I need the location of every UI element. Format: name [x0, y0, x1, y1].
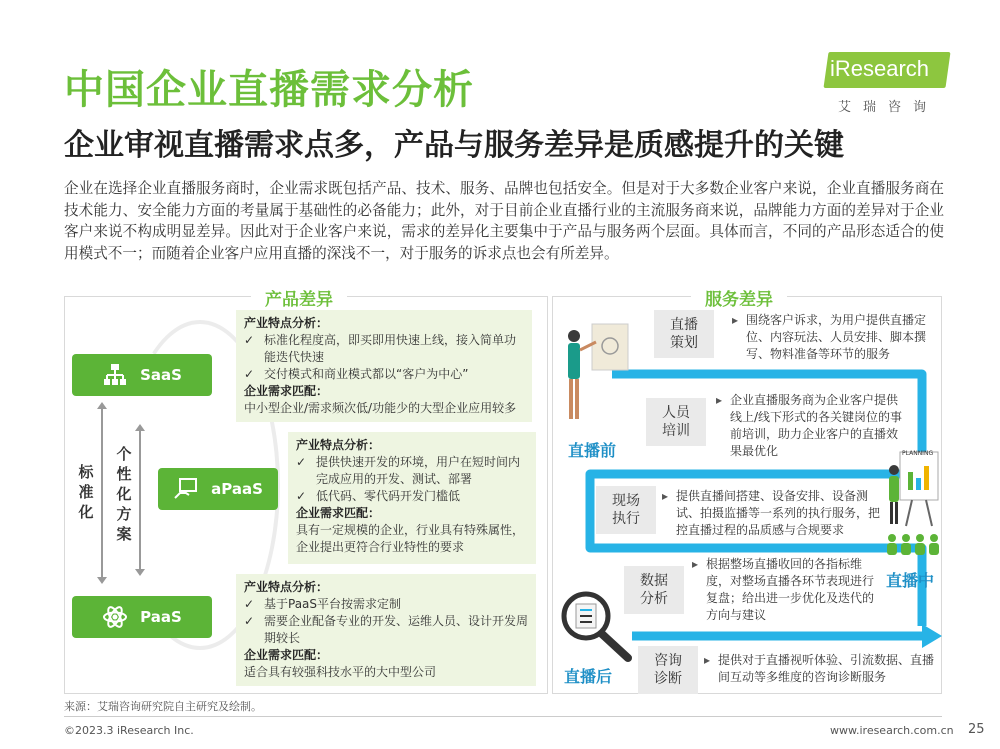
- iresearch-logo: [826, 52, 951, 114]
- stage-during: 直播中: [886, 571, 935, 590]
- paas-demand: 适合具有较强科技水平的大中型公司: [244, 665, 437, 679]
- service-box-execution: 现场 执行: [596, 486, 656, 534]
- logo-sub: 艾瑞咨询: [838, 100, 939, 115]
- saas-demand-title: 企业需求匹配：: [244, 384, 329, 398]
- planning-board-label: PLANNING: [902, 450, 934, 457]
- service-desc-consulting: ▸ 提供对于直播视听体验、引流数据、直播间互动等多维度的咨询诊断服务: [704, 653, 935, 684]
- paas-card: [236, 574, 536, 686]
- axis-label-standard: 标 准 化: [78, 463, 94, 521]
- double-arrow-right: [139, 430, 141, 570]
- service-box-consulting: 咨询 诊断: [638, 646, 698, 694]
- stage-before: 直播前: [568, 441, 617, 460]
- apaas-demand: 具有一定规模的企业，行业具有特殊属性，企业提出更符合行业特性的要求: [296, 523, 525, 554]
- page-title: 中国企业直播需求分析: [64, 67, 474, 113]
- saas-feature-2: ✓ 交付模式和商业模式都以“客户为中心”: [244, 367, 469, 381]
- atom-icon: [102, 604, 128, 630]
- apaas-card: [288, 432, 536, 564]
- page-number: 25: [968, 722, 985, 737]
- saas-card: [236, 310, 532, 422]
- hand-screen-icon: [173, 476, 199, 502]
- network-icon: [102, 362, 128, 388]
- service-box-planning: 直播 策划: [654, 310, 714, 358]
- paas-feature-title: 产业特点分析：: [244, 580, 329, 594]
- apaas-pill: [158, 468, 278, 510]
- stage-after: 直播后: [564, 667, 613, 686]
- paas-pill: [72, 596, 212, 638]
- service-box-analysis: 数据 分析: [624, 566, 684, 614]
- source-note: 来源：艾瑞咨询研究院自主研究及绘制。: [64, 700, 262, 713]
- service-heading: 服务差异: [691, 285, 787, 310]
- apaas-feature-title: 产业特点分析：: [296, 438, 381, 452]
- double-arrow-left: [101, 408, 103, 578]
- service-box-training: 人员 培训: [646, 398, 706, 446]
- apaas-feature-2: ✓ 低代码、零代码开发门槛低: [296, 489, 461, 503]
- paas-demand-title: 企业需求匹配：: [244, 648, 329, 662]
- logo-brand: iResearch: [830, 56, 930, 81]
- service-desc-execution: ▸ 提供直播间搭建、设备安排、设备测试、拍摄监播等一系列的执行服务，把控直播过程的品质感与合规要求: [662, 489, 881, 537]
- apaas-label: aPaaS: [211, 480, 263, 498]
- service-desc-analysis: ▸ 根据整场直播收回的各指标维度，对整场直播各环节表现进行复盘；给出进一步优化及迭代的方向与建议: [692, 557, 875, 622]
- saas-demand: 中小型企业/需求频次低/功能少的大型企业应用较多: [244, 401, 517, 415]
- axis-label-custom: 个 性 化 方 案: [116, 445, 132, 543]
- page-subtitle: 企业审视直播需求点多，产品与服务差异是质感提升的关键: [64, 128, 844, 163]
- footer-divider: [64, 716, 942, 717]
- apaas-demand-title: 企业需求匹配：: [296, 506, 381, 520]
- service-desc-training: ▸ 企业直播服务商为企业客户提供线上/线下形式的各关键岗位的事前培训，助力企业客户的直播效果最优化: [716, 393, 903, 458]
- paas-feature-1: ✓ 基于PaaS平台按需求定制: [244, 597, 402, 611]
- copyright: ©2023.3 iResearch Inc.: [64, 724, 194, 737]
- saas-pill: [72, 354, 212, 396]
- product-heading: 产品差异: [251, 285, 347, 310]
- apaas-feature-1: ✓ 提供快速开发的环境，用户在短时间内完成应用的开发、测试、部署: [296, 455, 521, 486]
- saas-feature-title: 产业特点分析：: [244, 316, 329, 330]
- intro-paragraph: 企业在选择企业直播服务商时，企业需求既包括产品、技术、服务、品牌也包括安全。但是对于大多数企业客户来说，企业直播服务商在技术能力、安全能力方面的考量属于基础性的必备能力；此外，对于目前企业直播行业的主流服务商来说，品牌能力方面的差异对于企业客户来说不构成明显差异。因此对于企业客户来说，需求的差异化主要集中于产品与服务两个层面。具体而言，不同的产品形态适合的使用模式不一；而随着企业客户应用直播的深浅不一，对于服务的诉求点也会有所差异。: [64, 180, 944, 262]
- service-desc-planning: ▸ 围绕客户诉求，为用户提供直播定位、内容玩法、人员安排、脚本撰写、物料准备等环节的服务: [732, 313, 927, 361]
- saas-label: SaaS: [140, 366, 182, 384]
- paas-feature-2: ✓ 需要企业配备专业的开发、运维人员、设计开发周期较长: [244, 614, 529, 645]
- paas-label: PaaS: [140, 608, 182, 626]
- website-link[interactable]: www.iresearch.com.cn: [830, 724, 954, 737]
- saas-feature-1: ✓ 标准化程度高，即买即用快速上线，接入简单功能迭代快速: [244, 333, 517, 364]
